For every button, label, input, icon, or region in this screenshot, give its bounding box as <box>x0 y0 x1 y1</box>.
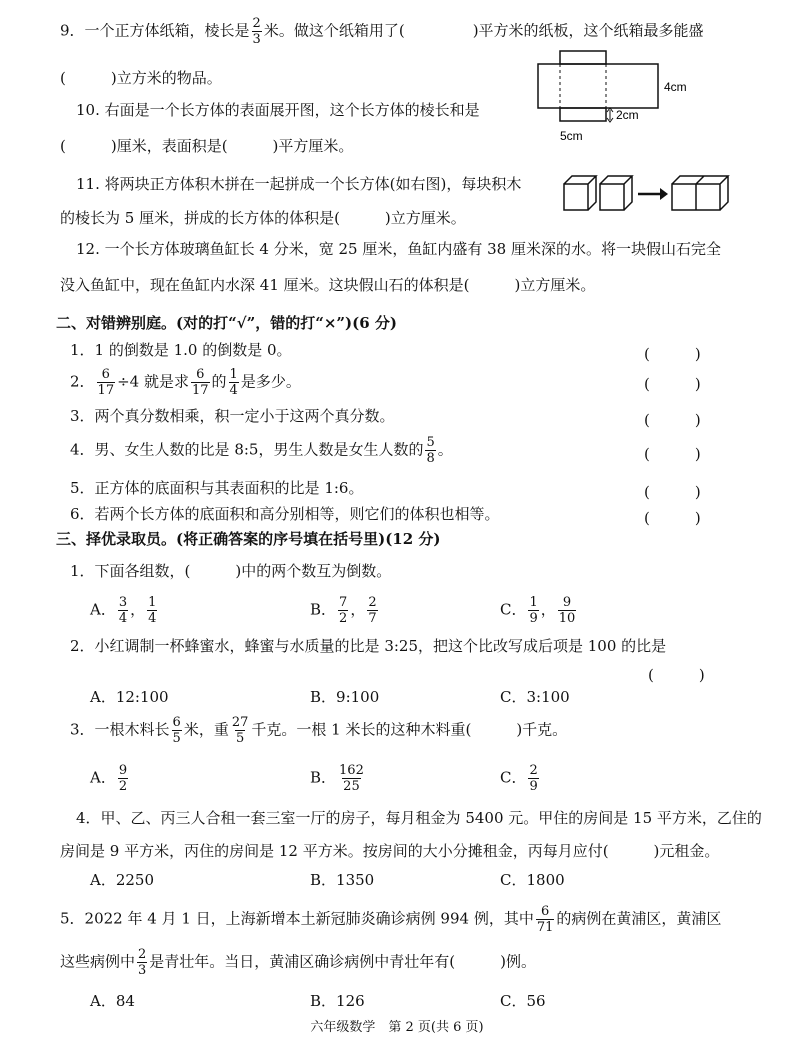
answer-paren[interactable]: ( ) <box>644 375 701 393</box>
choice-q3: 3．一根木料长 $\frac{6}{5}$ 米，重 $\frac{27}{5}$ 千克。一根 1 米长的这种木料重( )千克。 <box>70 715 568 746</box>
choice-q4-option-b[interactable]: B．1350 <box>310 871 375 889</box>
q12-line2: 没入鱼缸中，现在鱼缸内水深 41 厘米。这块假山石的体积是( )立方厘米。 <box>60 276 596 294</box>
q9-line2: ( )立方米的物品。 <box>60 69 222 87</box>
choice-q1-option-c[interactable]: C． $\frac{1}{9}$ ， $\frac{9}{10}$ <box>500 595 576 626</box>
choice-q2: 2．小红调制一杯蜂蜜水，蜂蜜与水质量的比是 3:25，把这个比改写成后项是 100 的比是 <box>70 637 667 655</box>
judge-item-1: 1．1 的倒数是 1.0 的倒数是 0。 <box>70 341 292 359</box>
section-2-title: 二、对错辨别庭。(对的打“√”，错的打“×”)(6 分) <box>56 314 397 332</box>
fraction: $\frac{2}{3}$ <box>252 16 261 47</box>
choice-q2-option-a[interactable]: A．12:100 <box>90 688 169 706</box>
choice-q4-option-c[interactable]: C．1800 <box>500 871 565 889</box>
choice-q2-option-b[interactable]: B．9:100 <box>310 688 380 706</box>
choice-q1: 1．下面各组数，( )中的两个数互为倒数。 <box>70 562 392 580</box>
choice-q5-line1: 5．2022 年 4 月 1 日，上海新增本土新冠肺炎确诊病例 994 例，其中 $\frac{6}{71}$ 的病例在黄浦区，黄浦区 <box>60 904 722 935</box>
choice-q5-option-c[interactable]: C．56 <box>500 992 546 1010</box>
q11-line1: 11. 将两块正方体积木拼在一起拼成一个长方体(如右图)，每块积木 <box>76 175 522 193</box>
judge-item-5: 5．正方体的底面积与其表面积的比是 1:6。 <box>70 479 364 497</box>
section-3-title: 三、择优录取员。(将正确答案的序号填在括号里)(12 分) <box>56 530 441 548</box>
answer-paren[interactable]: ( ) <box>648 666 705 684</box>
q10-line2: ( )厘米，表面积是( )平方厘米。 <box>60 137 354 155</box>
q12-line1: 12. 一个长方体玻璃鱼缸长 4 分米，宽 25 厘米，鱼缸内盛有 38 厘米深的水。将一块假山石完全 <box>76 240 721 258</box>
judge-item-2: 2． $\frac{6}{17}$ ÷4 就是求 $\frac{6}{17}$ 的 $\frac{1}{4}$ 是多少。 <box>70 367 301 398</box>
choice-q1-option-b[interactable]: B． $\frac{7}{2}$ ， $\frac{2}{7}$ <box>310 595 377 626</box>
cuboid-net-figure <box>538 46 698 146</box>
choice-q4-line2: 房间是 9 平方米，丙住的房间是 12 平方米。按房间的大小分摊租金，丙每月应付( )元租金。 <box>60 842 720 860</box>
choice-q3-option-c[interactable]: C． $\frac{2}{9}$ <box>500 763 538 794</box>
net-label-5cm: 5cm <box>560 129 583 143</box>
choice-q5-option-a[interactable]: A．84 <box>90 992 135 1010</box>
choice-q2-option-c[interactable]: C．3:100 <box>500 688 570 706</box>
fraction: $\frac{5}{8}$ <box>426 435 435 466</box>
choice-q3-option-b[interactable]: B． $\frac{162}{25}$ <box>310 763 364 794</box>
q11-line2: 的棱长为 5 厘米，拼成的长方体的体积是( )立方厘米。 <box>60 209 466 227</box>
choice-q4-option-a[interactable]: A．2250 <box>90 871 155 889</box>
net-label-2cm: 2cm <box>616 108 639 122</box>
page-footer: 六年级数学 第 2 页(共 6 页) <box>310 1020 484 1035</box>
net-label-4cm: 4cm <box>664 80 687 94</box>
cubes-figure <box>562 172 732 214</box>
judge-item-4: 4．男、女生人数的比是 8:5，男生人数是女生人数的 $\frac{5}{8}$ 。 <box>70 435 453 466</box>
answer-paren[interactable]: ( ) <box>644 483 701 501</box>
answer-paren[interactable]: ( ) <box>644 445 701 463</box>
fraction: $\frac{6}{17}$ <box>191 367 209 398</box>
answer-paren[interactable]: ( ) <box>644 509 701 527</box>
answer-paren[interactable]: ( ) <box>644 411 701 429</box>
judge-item-3: 3．两个真分数相乘，积一定小于这两个真分数。 <box>70 407 395 425</box>
choice-q5-line2: 这些病例中 $\frac{2}{3}$ 是青壮年。当日，黄浦区确诊病例中青壮年有( )例。 <box>60 947 537 978</box>
fraction: $\frac{1}{4}$ <box>229 367 238 398</box>
fraction: $\frac{6}{17}$ <box>97 367 115 398</box>
judge-item-6: 6．若两个长方体的底面积和高分别相等，则它们的体积也相等。 <box>70 505 500 523</box>
choice-q3-option-a[interactable]: A． $\frac{9}{2}$ <box>90 763 128 794</box>
answer-paren[interactable]: ( ) <box>644 345 701 363</box>
choice-q4-line1: 4．甲、乙、丙三人合租一套三室一厅的房子，每月租金为 5400 元。甲住的房间是 15 平方米，乙住的 <box>76 809 762 827</box>
choice-q1-option-a[interactable]: A． $\frac{3}{4}$ ， $\frac{1}{4}$ <box>90 595 157 626</box>
q9-line1: 9．一个正方体纸箱，棱长是 $\frac{2}{3}$ 米。做这个纸箱用了( )平方米的纸板，这个纸箱最多能盛 <box>60 16 704 47</box>
q10-line1: 10. 右面是一个长方体的表面展开图，这个长方体的棱长和是 <box>76 101 480 119</box>
choice-q5-option-b[interactable]: B．126 <box>310 992 365 1010</box>
